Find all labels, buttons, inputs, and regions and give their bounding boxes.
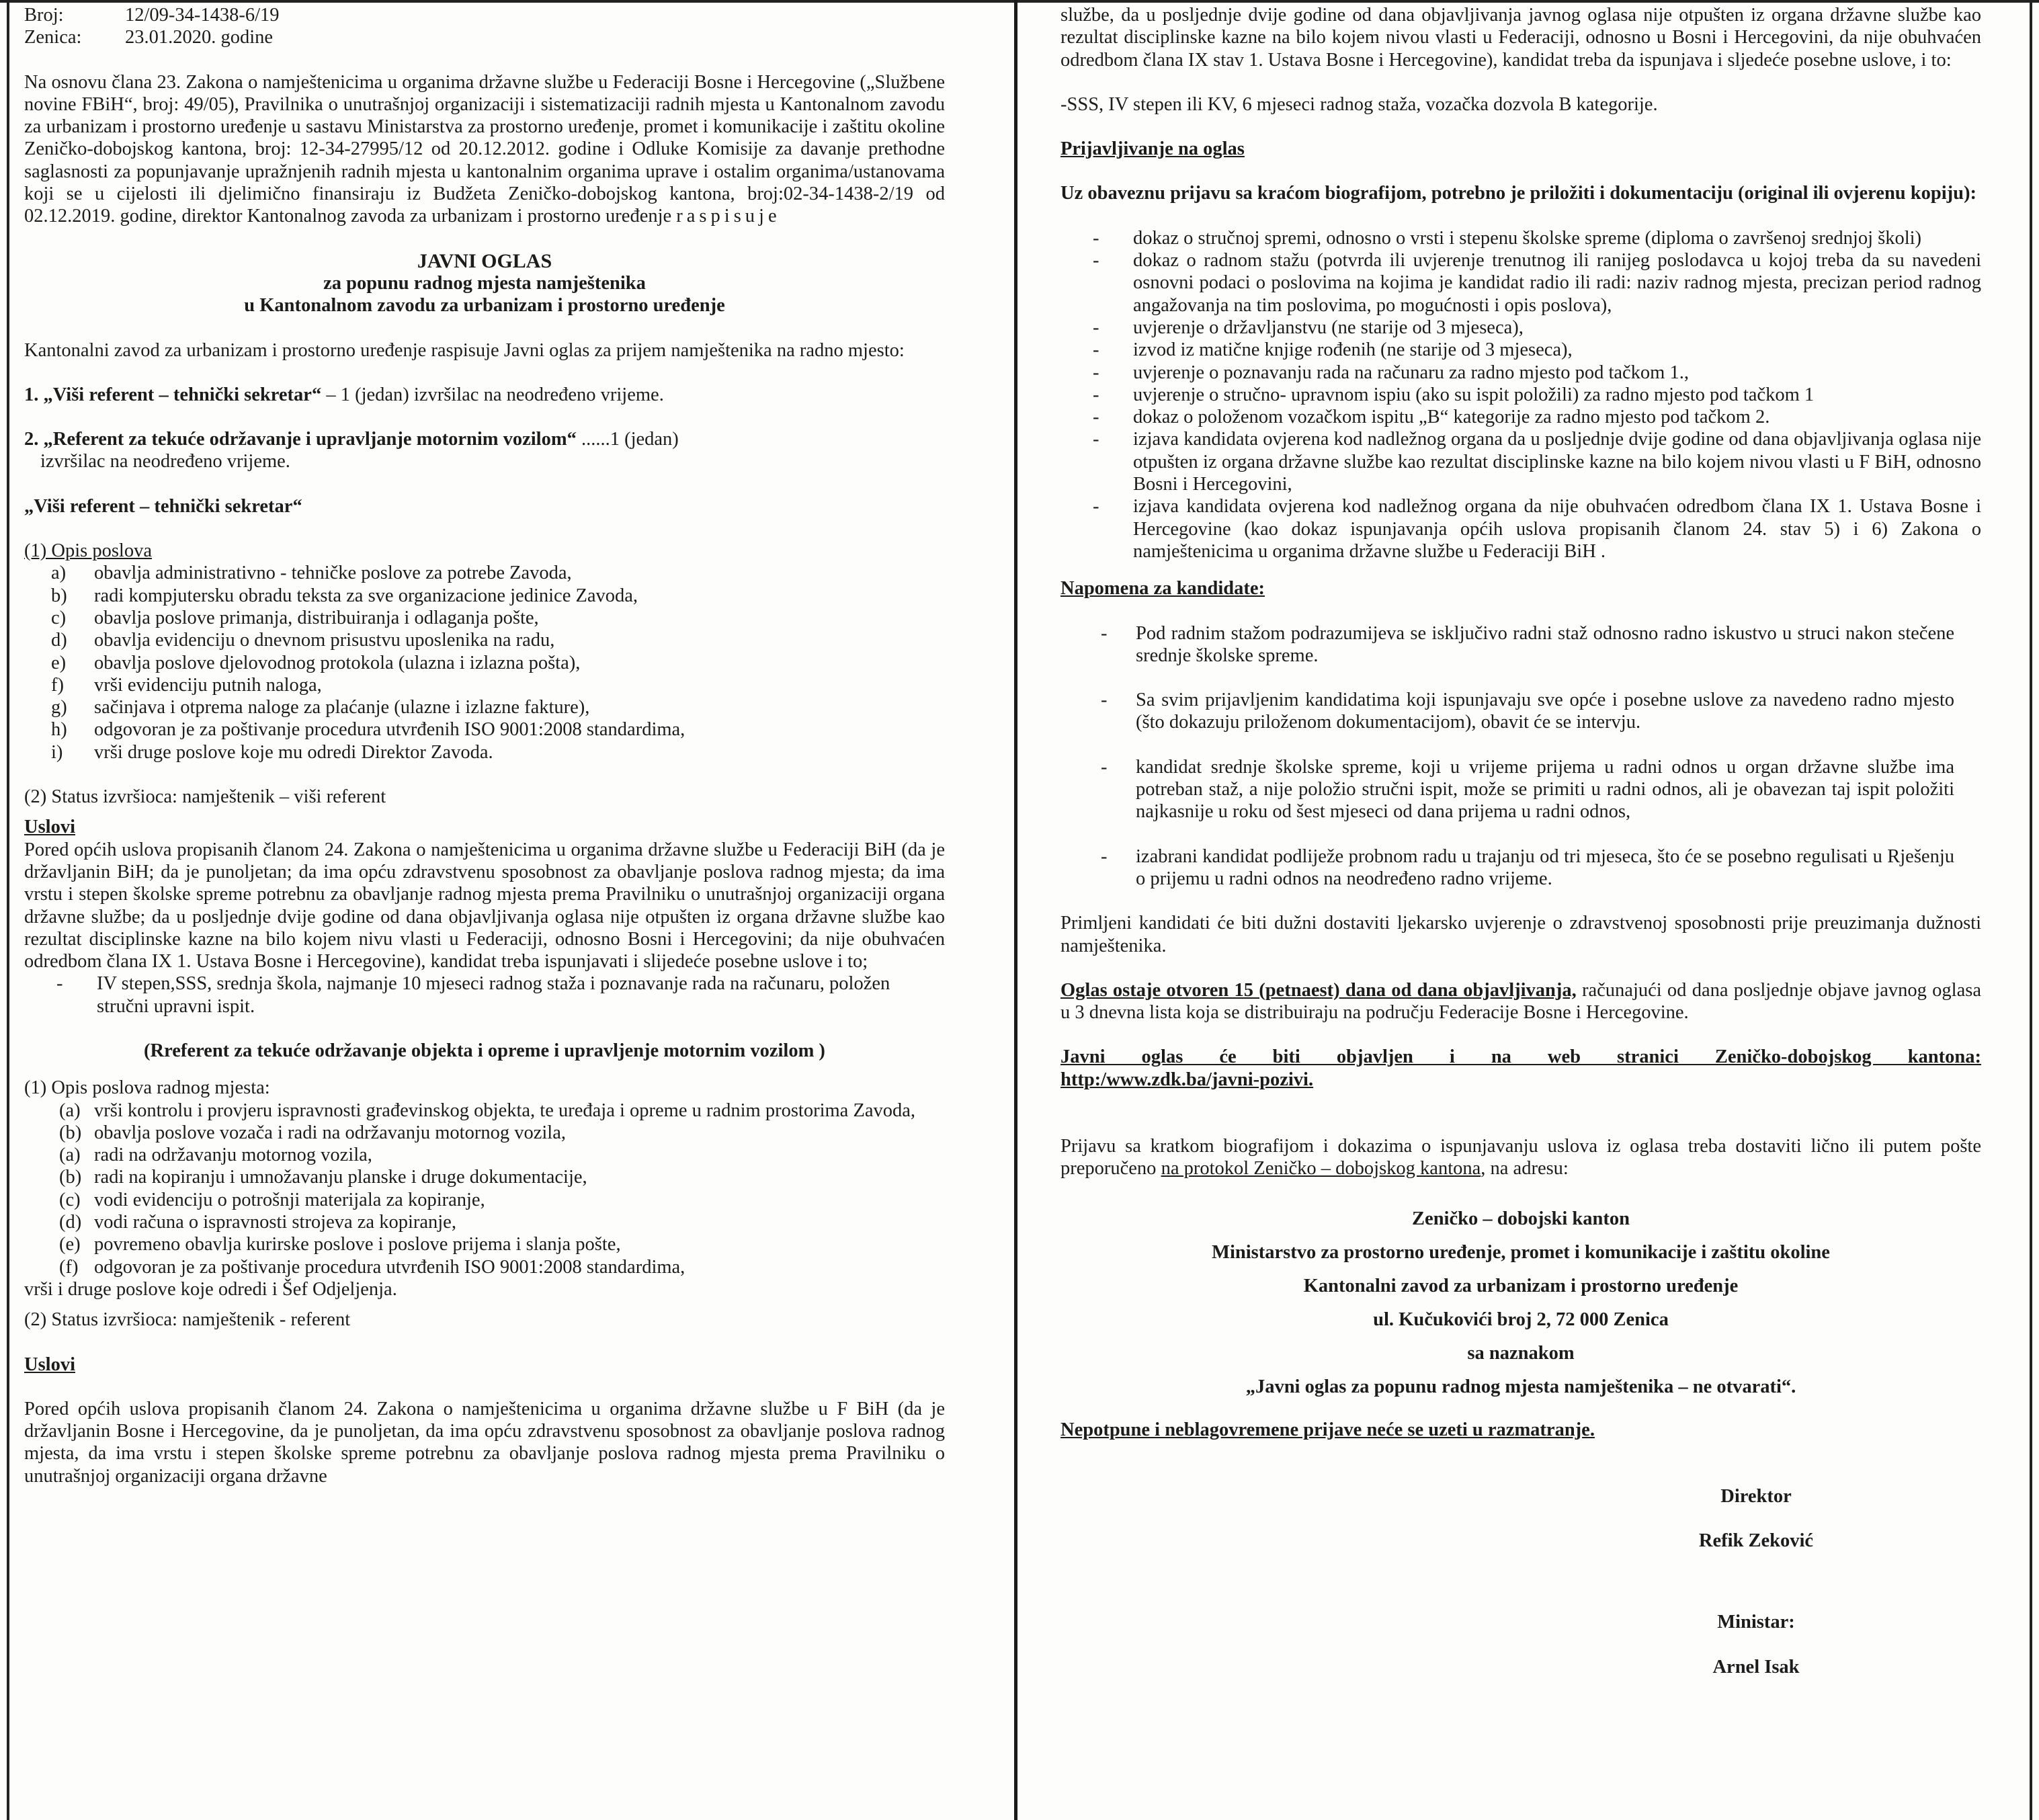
list-item: - dokaz o položenom vozačkom ispitu „B“ kategorije za radno mjesto pod tačkom 2.: [1093, 407, 1770, 428]
deadline-paragraph: Oglas ostaje otvoren 15 (petnaest) dana od dana objavljivanja, računajući od dana posljednje objave javnog oglasa u 3 dnevna lista koja se distribuiraju na području Federacije Bosne i Hercegovine.: [1060, 979, 1981, 1024]
ministar-name: Arnel Isak: [1712, 1656, 1800, 1678]
title-line-3: u Kantonalnom zavodu za urbanizam i prostorno uređenje: [244, 295, 725, 317]
incomplete-notice: Nepotpune i neblagovremene prijave neće se uzeti u razmatranje.: [1060, 1419, 1595, 1440]
list-item: - uvjerenje o poznavanju rada na računaru za radno mjesto pod tačkom 1.,: [1093, 362, 1689, 383]
uslovi-1-heading: Uslovi: [24, 817, 76, 838]
documents-list: [1060, 227, 1981, 563]
list-item: (c) vodi evidenciju o potrošnji materijala za kopiranje,: [59, 1189, 485, 1210]
left-border: [7, 0, 9, 1820]
list-item: (b) radi na kopiranju i umnožavanju planske i druge dokumentacije,: [59, 1167, 587, 1188]
address-line: Zeničko – dobojski kanton: [1412, 1208, 1630, 1229]
broj-value: 12/09-34-1438-6/19: [125, 5, 280, 26]
prijavljivanje-heading: Prijavljivanje na oglas: [1060, 138, 1245, 160]
uslovi-1-list: [24, 973, 945, 1018]
header-zenica: [24, 26, 945, 48]
broj-label: Broj:: [24, 5, 64, 26]
column-divider: [1014, 0, 1017, 1820]
address-line: Kantonalni zavod za urbanizam i prostorno uređenje: [1303, 1275, 1739, 1296]
list-item: b) radi kompjutersku obradu teksta za sve organizacione jedinice Zavoda,: [51, 585, 638, 606]
web-link[interactable]: http:/www.zdk.ba/javni-pozivi.: [1060, 1069, 1314, 1090]
list-item: i) vrši druge poslove koje mu odredi Direktor Zavoda.: [51, 741, 493, 763]
list-item: e) obavlja poslove djelovodnog protokola (ulazna i izlazna pošta),: [51, 652, 581, 673]
ministar-title: Ministar:: [1717, 1612, 1795, 1633]
raspisuje-word: raspisuje: [676, 206, 781, 227]
notes-list: [1060, 622, 1981, 891]
lead-paragraph: Kantonalni zavod za urbanizam i prostorno uređenje raspisuje Javni oglas za prijem namještenika na radno mjesto:: [24, 339, 905, 361]
section-2-list: [24, 1100, 945, 1278]
list-item: h) odgovoran je za poštivanje procedura utvrđenih ISO 9001:2008 standardima,: [51, 719, 685, 741]
direktor-name: Refik Zeković: [1698, 1530, 1814, 1552]
direktor-title: Direktor: [1720, 1485, 1792, 1507]
section-2-tail: vrši i druge poslove koje odredi i Šef Odjeljenja.: [24, 1278, 397, 1300]
section-1-opis: (1) Opis poslova: [24, 540, 152, 562]
list-item: c) obavlja poslove primanja, distribuiranja i odlaganja pošte,: [51, 607, 539, 628]
submission-paragraph: Prijavu sa kratkom biografijom i dokazima o ispunjavanju uslova iz oglasa treba dostaviti lično ili putem pošte preporučeno na protokol Zeničko – dobojskog kantona, na adresu:: [1060, 1135, 1981, 1180]
section-1-title: „Viši referent – tehnički sekretar“: [24, 495, 302, 517]
section-2-title: (Rreferent za tekuće održavanje objekta i opreme i upravljenje motornim vozilom ): [144, 1040, 825, 1061]
position-2-line-2: izvršilac na neodređeno vrijeme.: [40, 451, 290, 472]
list-item: (b) obavlja poslove vozača i radi na održavanju motornog vozila,: [59, 1122, 566, 1143]
section-1-status: (2) Status izvršioca: namještenik – viši referent: [24, 786, 386, 808]
uslovi-2-text: Pored općih uslova propisanih članom 24. Zakona o namještenicima u organima državne službe u F BiH (da je državljanin Bosne i Hercegovine, da je punoljetan, da ima opću zdravstvenu sposobnost za obavljanje poslova radnog mjesta, da ima vrstu i stepen školske spreme potrebnu za obavljanje poslova radnog mjesta prema Pravilniku o unutrašnjoj organizaciji organa državne: [24, 1398, 945, 1487]
primljeni-paragraph: Primljeni kandidati će biti dužni dostaviti ljekarsko uvjerenje o zdravstvenoj sposobnosti prije preuzimanja dužnosti namještenika.: [1060, 913, 1981, 956]
list-item: - uvjerenje o stručno- upravnom ispiu (ako su ispit položili) za radno mjesto pod tačkom 1: [1093, 384, 1815, 405]
header-broj: [24, 4, 945, 26]
list-item: - dokaz o stručnoj spremi, odnosno o vrsti i stepenu školske spreme (diploma o završenoj srednjoj školi): [1093, 227, 1922, 249]
prijavljivanje-lead: Uz obaveznu prijavu sa kraćom biografijom, potrebno je priložiti i dokumentaciju (original ili ovjerenu kopiju):: [1060, 183, 1976, 204]
section-2-opis: (1) Opis poslova radnog mjesta:: [24, 1077, 270, 1099]
right-column: [1060, 4, 1981, 1678]
left-column: [24, 4, 945, 1487]
list-item: - Pod radnim stažom podrazumijeva se isključivo radni staž odnosno radno iskustvo u struci nakon stečene srednje školske spreme.: [1101, 622, 1954, 666]
list-item: a) obavlja administrativno - tehničke poslove za potrebe Zavoda,: [51, 563, 572, 584]
zenica-value: 23.01.2020. godine: [125, 27, 274, 48]
top-border: [0, 0, 2039, 3]
intro-paragraph: Na osnovu člana 23. Zakona o namještenicima u organima državne službe u Federaciji Bosne i Hercegovine („Službene novine FBiH“, broj: 49/05), Pravilnika o unutrašnjoj organizaciji i sistematizaciji radnih mjesta u Kantonalnom zavodu za urbanizam i prostorno uređenje u sastavu Ministarstva za prostorno uređenje, promet i komunikacije i zaštitu okoline Zeničko-dobojskog kantona, broj: 12-34-27995/12 od 20.12.2012. godine i Odluke Komisije za davanje prethodne saglasnosti za popunjavanje upražnjenih radnih mjesta u kantonalnim organima uprave i ostalim organima/ustanovama koji se u cijelosti ili djelimično finansiraju iz Budžeta Zeničko-dobojskog kantona, broj:02-34-1438-2/19 od 02.12.2019. godine, direktor Kantonalnog zavoda za urbanizam i prostorno uređenje raspisuje: [24, 71, 945, 227]
continuation-paragraph: službe, da u posljednje dvije godine od dana objavljivanja javnog oglasa nije otpušten iz organa državne službe kao rezultat disciplinske kazne na bilo kojem nivou vlasti u Federaciji, odnosno u Bosni i Hercegovini, da nije obuhvaćen odredbom člana IX stav 1. Ustava Bosne i Hercegovine), kandidat treba da ispunjava i sljedeće posebne uslove, i to:: [1060, 5, 1981, 71]
napomena-heading: Napomena za kandidate:: [1060, 578, 1265, 599]
list-item: (a) radi na održavanju motornog vozila,: [59, 1145, 372, 1166]
uslovi-1-text: Pored općih uslova propisanih članom 24. Zakona o namještenicima u organima državne službe u Federaciji BiH (da je državljanin BiH; da je punoljetan; da ima opću zdravstvenu sposobnost za obavljanje poslova radnog mjesta; da ima vrstu i stepen školske spreme potrebnu za obavljanje radnog mjesta prema Pravilniku o unutrašnjoj organizaciji organa državne službe; da u posljednje dvije godine od dana objavljivanja oglasa nije otpušten iz organa državne službe kao rezultat disciplinske kazne na bilo kojem nivu vlasti u Federaciji, odnosno Bosni i Hercegovini; da nije obuhvaćen odredbom člana IX 1. Ustava Bosne i Hercegovine), kandidat treba ispunjavati i slijedeće posebne uslove i to;: [24, 839, 945, 973]
web-notice: Javni oglas će biti objavljen i na web stranici Zeničko-dobojskog kantona:: [1060, 1046, 1981, 1068]
address-line: ul. Kučukovići broj 2, 72 000 Zenica: [1373, 1309, 1669, 1330]
address-block: [1060, 1202, 1981, 1404]
position-1: 1. „Viši referent – tehnički sekretar“ – 1 (jedan) izvršilac na neodređeno vrijeme.: [24, 384, 664, 405]
page-title: JAVNI OGLAS: [417, 249, 552, 272]
list-item: - izabrani kandidat podliježe probnom radu u trajanju od tri mjeseca, što će se posebno regulisati u Rješenju o prijemu u radni odnos na neodređeno radno vrijeme.: [1101, 845, 1954, 889]
list-item: - izvod iz matične knjige rođenih (ne starije od 3 mjeseca),: [1093, 339, 1573, 361]
section-2-status: (2) Status izvršioca: namještenik - referent: [24, 1309, 351, 1331]
list-item: - uvjerenje o državljanstvu (ne starije od 3 mjeseca),: [1093, 317, 1524, 338]
list-item: - izjava kandidata ovjerena kod nadležnog organa da u posljednje dvije godine od dana objavljivanja oglasa nije otpušten iz organa državne službe kao rezultat disciplinske kazne na bilo kojem nivou vlasti u F BiH, odnosno Bosni i Hercegovini,: [1093, 429, 1981, 495]
position-2: 2. „Referent za tekuće održavanje i upravljanje motornim vozilom“ ......1 (jedan): [24, 429, 679, 450]
list-item: - IV stepen,SSS, srednja škola, najmanje 10 mjeseci radnog staža i poznavanje rada na računaru, položen stručni upravni ispit.: [56, 973, 890, 1017]
list-item: g) sačinjava i otprema naloge za plaćanje (ulazne i izlazne fakture),: [51, 697, 590, 718]
list-item: d) obavlja evidenciju o dnevnom prisustvu uposlenika na radu,: [51, 630, 555, 651]
list-item: - Sa svim prijavljenim kandidatima koji ispunjavaju sve opće i posebne uslove za navedeno radno mjesto (što dokazuju priloženom dokumentacijom), obavit će se intervju.: [1101, 690, 1954, 733]
list-item: - kandidat srednje školske spreme, koji u vrijeme prijema u radni odnos u organ državne službe ima potreban staž, a nije položio stručni ispit, može se primiti u radni odnos, ali je obavezan taj ispit položiti najkasnije u roku od šest mjeseci od dana prijema u radni odnos,: [1101, 756, 1954, 823]
list-item: (d) vodi računa o ispravnosti strojeva za kopiranje,: [59, 1212, 456, 1233]
list-item: (a) vrši kontrolu i provjeru ispravnosti građevinskog objekta, te uređaja i opreme u radnim prostorima Zavoda,: [59, 1100, 916, 1121]
right-border: [2030, 0, 2032, 1820]
list-item: - izjava kandidata ovjerena kod nadležnog organa da nije obuhvaćen odredbom člana IX 1. Ustava Bosne i Hercegovine (kao dokaz ispunjavanja općih uslova propisanih članom 24. stav 5) i 6) Zakona o namještenicima u organima državne službe u Federaciji BiH .: [1093, 496, 1981, 562]
list-item: - dokaz o radnom stažu (potvrda ili uvjerenje trenutnog ili ranijeg poslodavca u kojoj treba da su navedeni osnovni podaci o poslovima na kojima je kandidat radio ili radi: naziv radnog mjesta, precizan period radnog angažovanja na tim poslovima, po mogućnosti i opis poslova),: [1093, 250, 1981, 316]
section-1-list: [24, 562, 945, 763]
address-line: „Javni oglas za popunu radnog mjesta namještenika – ne otvarati“.: [1245, 1376, 1796, 1397]
address-line: Ministarstvo za prostorno uređenje, promet i komunikacije i zaštitu okoline: [1212, 1241, 1830, 1263]
address-line: sa naznakom: [1467, 1342, 1575, 1364]
list-item: (e) povremeno obavlja kurirske poslove i poslove prijema i slanja pošte,: [59, 1234, 621, 1255]
zenica-label: Zenica:: [24, 27, 82, 48]
special-requirement: -SSS, IV stepen ili KV, 6 mjeseci radnog staža, vozačka dozvola B kategorije.: [1060, 93, 1658, 115]
list-item: f) vrši evidenciju putnih naloga,: [51, 674, 322, 696]
uslovi-2-heading: Uslovi: [24, 1354, 76, 1375]
title-line-2: za popunu radnog mjesta namještenika: [323, 272, 646, 294]
list-item: (f) odgovoran je za poštivanje procedura utvrđenih ISO 9001:2008 standardima,: [59, 1256, 685, 1278]
